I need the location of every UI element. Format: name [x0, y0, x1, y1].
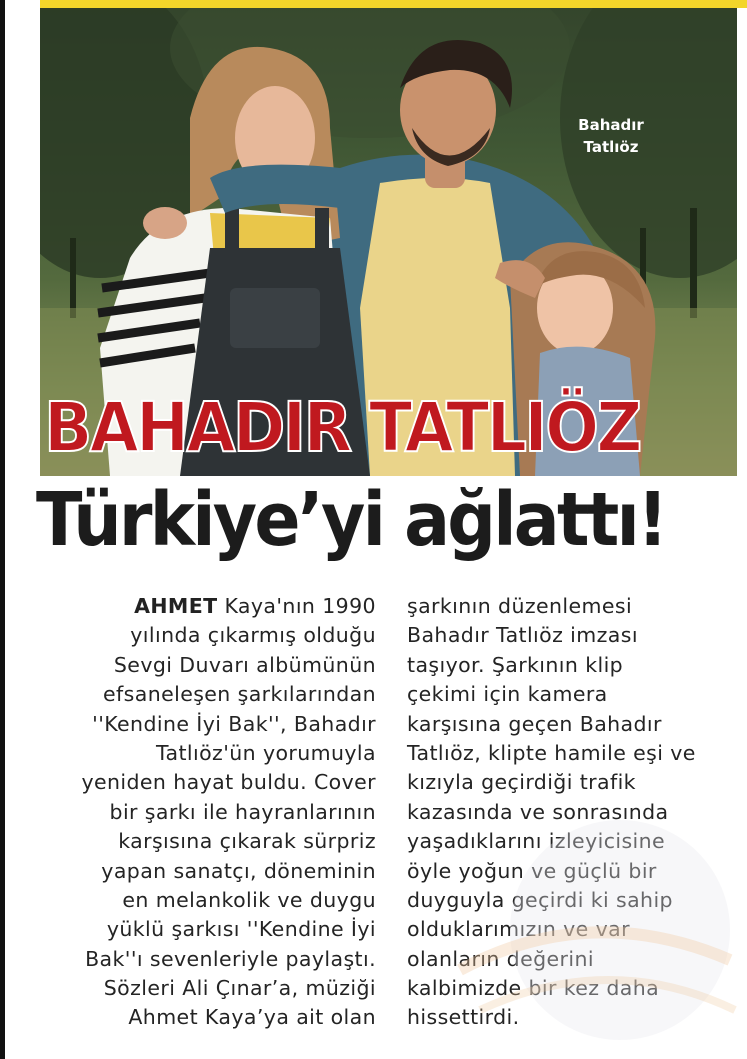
article-line: hissettirdi.	[407, 1005, 520, 1030]
article-line: Bahadır Tatlıöz imzası	[407, 623, 638, 648]
article-column-right	[407, 592, 742, 1033]
article-line	[46, 592, 376, 621]
article-line: karşısına geçen Bahadır	[407, 711, 662, 736]
article-line: taşıyor. Şarkının klip	[407, 652, 624, 677]
article-line: karşısına çıkarak sürpriz	[118, 829, 376, 854]
article-line: Bak''ı sevenleriyle paylaştı.	[85, 946, 376, 971]
article-line: yaşadıklarını izleyicisine	[407, 829, 666, 854]
article-line: şarkının düzenlemesi	[407, 594, 633, 618]
article-column-left	[46, 592, 376, 1033]
lead-word: AHMET	[134, 594, 218, 618]
headline-name: BAHADIR TATLIÖZ	[44, 388, 640, 468]
article-line: yüklü şarkısı ''Kendine İyi	[106, 917, 376, 942]
article-line: yapan sanatçı, döneminin	[101, 858, 376, 883]
article-line: kızıyla geçirdiği trafik	[407, 770, 636, 795]
article-line: ''Kendine İyi Bak'', Bahadır	[92, 711, 376, 736]
article-line: Ahmet Kaya’ya ait olan	[128, 1005, 376, 1030]
article-line: olduklarımızın ve var	[407, 917, 630, 942]
photo-caption	[556, 114, 666, 158]
article-line: efsaneleşen şarkılarından	[103, 682, 376, 707]
caption-line-1: Bahadır	[578, 116, 644, 134]
caption-line-2: Tatlıöz	[583, 138, 639, 156]
article-line: yeniden hayat buldu. Cover	[81, 770, 376, 795]
article-line: Tatlıöz, klipte hamile eşi ve	[407, 740, 696, 765]
article-line: yılında çıkarmış olduğu	[130, 623, 376, 648]
headline-title: Türkiye’yi ağlattı!	[36, 477, 666, 563]
article-line: çekimi için kamera	[407, 682, 608, 707]
left-edge-bar	[0, 0, 5, 1059]
article-line: Sözleri Ali Çınar’a, müziği	[103, 976, 376, 1001]
article-line-text: Kaya'nın 1990	[217, 594, 376, 618]
article-line: duyguyla geçirdi ki sahip	[407, 887, 673, 912]
article-line: Sevgi Duvarı albümünün	[113, 652, 376, 677]
article-line: en melankolik ve duygu	[122, 887, 376, 912]
article-line: kalbimizde bir kez daha	[407, 976, 660, 1001]
article-line: öyle yoğun ve güçlü bir	[407, 858, 657, 883]
article-line: kazasında ve sonrasında	[407, 799, 669, 824]
article-line: olanların değerini	[407, 946, 594, 971]
top-accent-rule	[40, 0, 747, 8]
article-line: bir şarkı ile hayranlarının	[109, 799, 376, 824]
article-line: Tatlıöz'ün yorumuyla	[155, 740, 376, 765]
